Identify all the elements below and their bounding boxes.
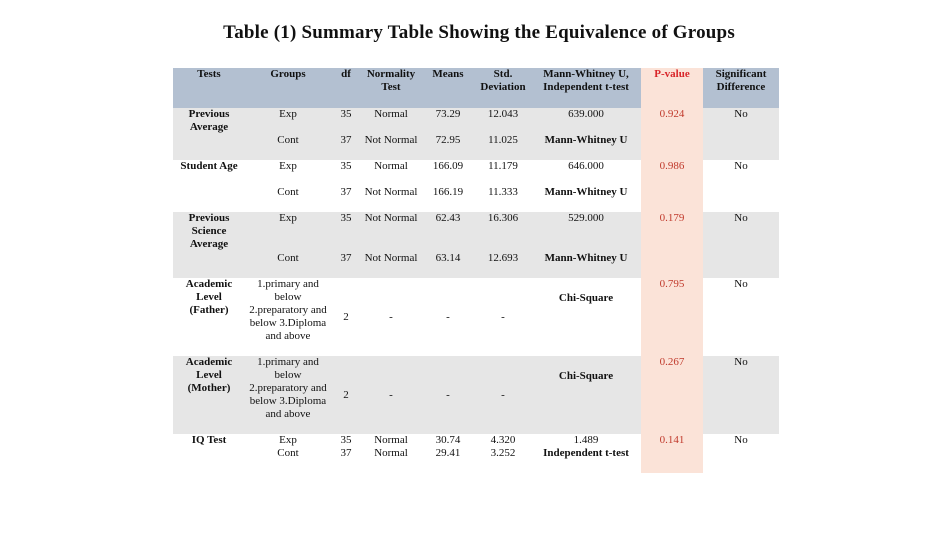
cell-significant: No (703, 212, 779, 252)
cell-significant: No (703, 356, 779, 434)
cell-significant: No (703, 160, 779, 186)
equivalence-table (173, 68, 779, 473)
cell-significant (703, 447, 779, 473)
cell-group: Cont (245, 134, 331, 160)
cell-stat: Chi-Square (531, 278, 641, 356)
header-pvalue: P-value (641, 68, 703, 108)
cell-sd: 12.693 (475, 252, 531, 278)
cell-test: Academic Level (Mother) (173, 356, 245, 434)
cell-pvalue: 0.986 (641, 160, 703, 186)
cell-significant: No (703, 434, 779, 447)
table-row (173, 108, 779, 134)
cell-pvalue: 0.267 (641, 356, 703, 434)
header-df: df (331, 68, 361, 108)
cell-group: Cont (245, 252, 331, 278)
cell-df: 37 (331, 447, 361, 473)
table-row (173, 186, 779, 212)
cell-sd: - (475, 278, 531, 356)
cell-df: 37 (331, 252, 361, 278)
cell-stat: Mann-Whitney U (531, 134, 641, 160)
cell-significant: No (703, 108, 779, 134)
cell-df: 35 (331, 434, 361, 447)
header-significant: Significant Difference (703, 68, 779, 108)
cell-df: 35 (331, 108, 361, 134)
cell-significant: No (703, 278, 779, 356)
header-row (173, 68, 779, 108)
cell-mean: 73.29 (421, 108, 475, 134)
cell-pvalue: 0.924 (641, 108, 703, 134)
cell-sd: 11.333 (475, 186, 531, 212)
table-row (173, 278, 779, 356)
cell-sd: 11.025 (475, 134, 531, 160)
cell-sd: 16.306 (475, 212, 531, 252)
cell-test (173, 252, 245, 278)
cell-mean: 166.19 (421, 186, 475, 212)
cell-test: Previous Science Average (173, 212, 245, 252)
cell-pvalue: 0.141 (641, 434, 703, 447)
table-row (173, 212, 779, 252)
cell-normality: Normal (361, 108, 421, 134)
cell-pvalue: 0.179 (641, 212, 703, 252)
cell-pvalue (641, 134, 703, 160)
cell-pvalue (641, 252, 703, 278)
cell-groups: 1.primary and below 2.preparatory and below 3.Diploma and above (245, 278, 331, 356)
cell-stat: 639.000 (531, 108, 641, 134)
cell-stat: 646.000 (531, 160, 641, 186)
header-means: Means (421, 68, 475, 108)
cell-groups: 1.primary and below 2.preparatory and below 3.Diploma and above (245, 356, 331, 434)
cell-df: 35 (331, 160, 361, 186)
cell-normality: - (361, 356, 421, 434)
cell-pvalue (641, 186, 703, 212)
cell-stat: Chi-Square (531, 356, 641, 434)
header-sd: Std. Deviation (475, 68, 531, 108)
table-row (173, 356, 779, 434)
header-mann-whitney: Mann-Whitney U, Independent t-test (531, 68, 641, 108)
cell-test: Student Age (173, 160, 245, 186)
cell-group: Exp (245, 212, 331, 252)
cell-group: Exp (245, 434, 331, 447)
cell-stat: Mann-Whitney U (531, 186, 641, 212)
cell-mean: 63.14 (421, 252, 475, 278)
cell-significant (703, 134, 779, 160)
cell-mean: 30.74 (421, 434, 475, 447)
cell-stat: 529.000 (531, 212, 641, 252)
table-row (173, 134, 779, 160)
cell-df: 37 (331, 134, 361, 160)
cell-pvalue: 0.795 (641, 278, 703, 356)
table-row (173, 447, 779, 473)
cell-group: Exp (245, 160, 331, 186)
cell-significant (703, 186, 779, 212)
cell-normality: Normal (361, 160, 421, 186)
cell-normality: Not Normal (361, 252, 421, 278)
cell-mean: 72.95 (421, 134, 475, 160)
cell-df: 35 (331, 212, 361, 252)
cell-sd: 12.043 (475, 108, 531, 134)
cell-mean: - (421, 356, 475, 434)
cell-sd: - (475, 356, 531, 434)
cell-df: 2 (331, 356, 361, 434)
cell-normality: Not Normal (361, 212, 421, 252)
cell-sd: 11.179 (475, 160, 531, 186)
cell-test (173, 186, 245, 212)
table-row (173, 252, 779, 278)
cell-significant (703, 252, 779, 278)
cell-mean: 62.43 (421, 212, 475, 252)
cell-group: Cont (245, 186, 331, 212)
cell-normality: Not Normal (361, 186, 421, 212)
cell-df: 37 (331, 186, 361, 212)
cell-sd: 4.320 (475, 434, 531, 447)
table-title: Table (1) Summary Table Showing the Equivalence of Groups (223, 22, 735, 43)
cell-mean: - (421, 278, 475, 356)
table-row (173, 434, 779, 447)
cell-normality: Not Normal (361, 134, 421, 160)
cell-mean: 29.41 (421, 447, 475, 473)
cell-test (173, 447, 245, 473)
cell-stat: 1.489 (531, 434, 641, 447)
cell-mean: 166.09 (421, 160, 475, 186)
header-tests: Tests (173, 68, 245, 108)
cell-test: IQ Test (173, 434, 245, 447)
cell-test: Previous Average (173, 108, 245, 134)
cell-stat: Mann-Whitney U (531, 252, 641, 278)
cell-test: Academic Level (Father) (173, 278, 245, 356)
cell-pvalue (641, 447, 703, 473)
table-row (173, 160, 779, 186)
cell-normality: - (361, 278, 421, 356)
cell-stat: Independent t-test (531, 447, 641, 473)
cell-test (173, 134, 245, 160)
cell-sd: 3.252 (475, 447, 531, 473)
header-normality: Normality Test (361, 68, 421, 108)
cell-group: Cont (245, 447, 331, 473)
cell-group: Exp (245, 108, 331, 134)
cell-normality: Normal (361, 447, 421, 473)
cell-normality: Normal (361, 434, 421, 447)
header-groups: Groups (245, 68, 331, 108)
cell-df: 2 (331, 278, 361, 356)
